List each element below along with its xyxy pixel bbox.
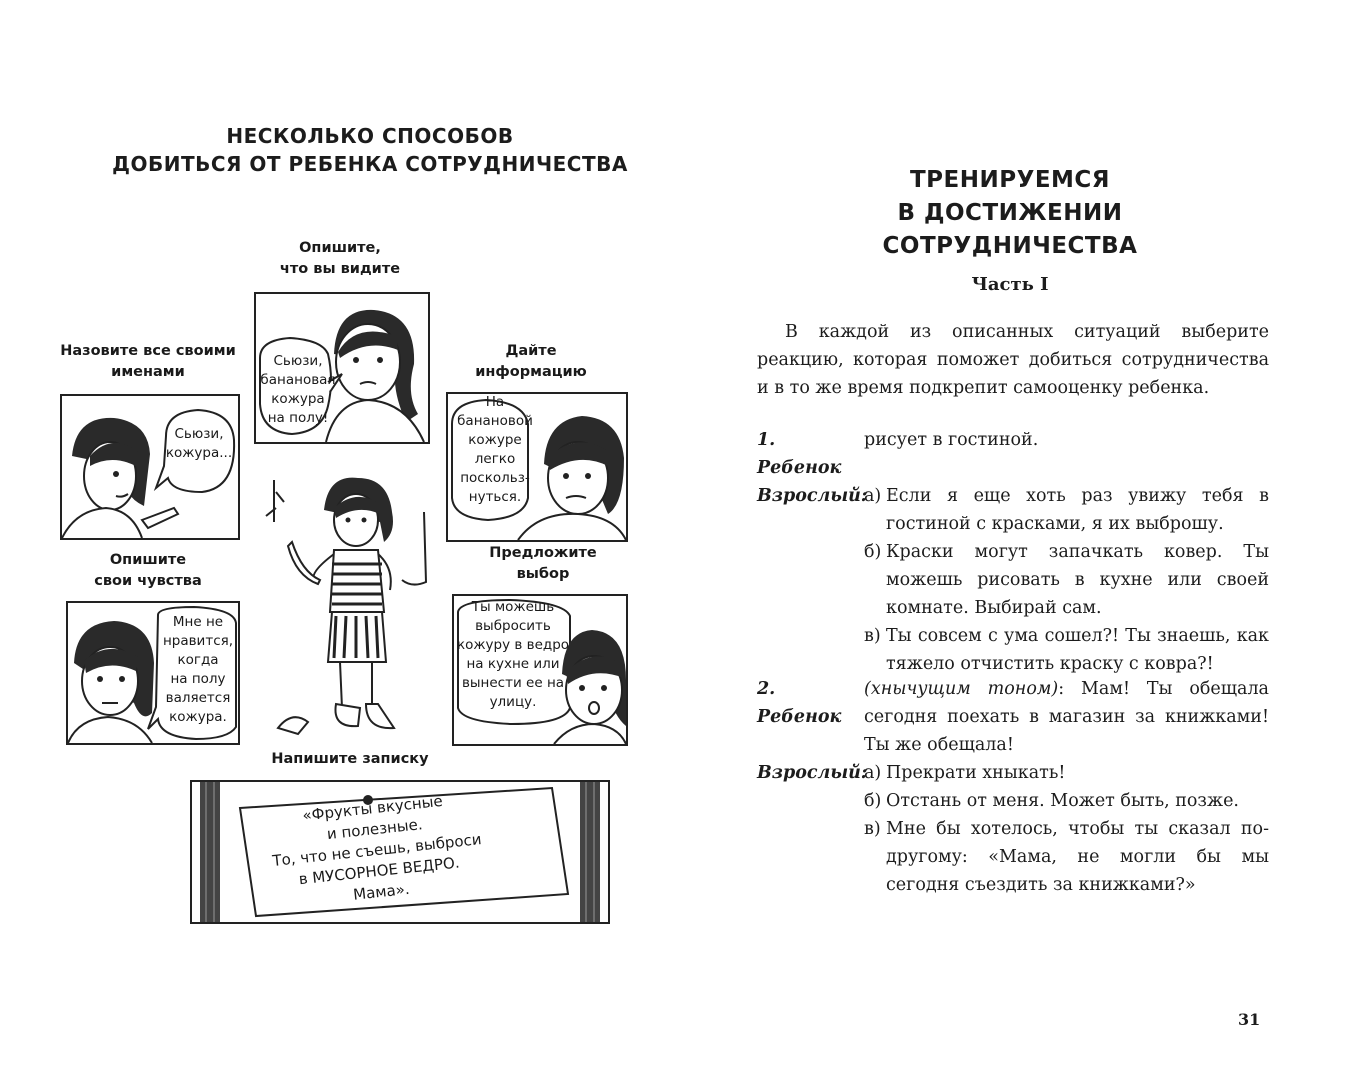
label-name-it-line2: именами [111, 364, 185, 380]
exercise-2-option-a [864, 759, 1269, 787]
label-give-info-line1: Дайте [505, 343, 557, 359]
right-page-title [770, 164, 1250, 263]
exercise-2-option-c [864, 815, 1269, 899]
page-number: 31 [1238, 1010, 1261, 1029]
option-letter: а) [864, 763, 882, 783]
label-write-note: Напишите записку [271, 751, 429, 767]
label-give-info [446, 341, 616, 383]
exercise-2 [757, 675, 1269, 899]
exercise-2-adult-label: Взрослый: [757, 763, 868, 783]
exercise-1-child-line [757, 426, 1269, 482]
option-letter: б) [864, 791, 882, 811]
label-describe-feelings [68, 550, 228, 592]
label-describe-feelings-line2: свои чувства [94, 573, 202, 589]
exercise-2-adult-line [757, 759, 1269, 787]
girl-with-banana-illustration [262, 472, 442, 742]
label-give-info-line2: информацию [475, 364, 587, 380]
exercise-1-child-text: рисует в гостиной. [864, 430, 1039, 450]
exercise-2-child-tone: (хнычущим тоном) [864, 679, 1059, 699]
left-title-line1: НЕСКОЛЬКО СПОСОБОВ [226, 124, 514, 148]
option-text: Краски могут запачкать ковер. Ты можешь рисовать в кухне или своей комнате. Выбирай сам. [886, 542, 1269, 618]
bubble-describe-feelings: Мне не нравится, когда на полу валяется кожура. [162, 614, 234, 725]
exercise-1-option-b [864, 538, 1269, 622]
left-title-line2: ДОБИТЬСЯ ОТ РЕБЕНКА СОТРУДНИЧЕСТВА [112, 152, 628, 176]
exercise-1-option-a [864, 482, 1269, 538]
exercise-2-child-label: 2. Ребенок [757, 679, 842, 727]
exercise-1-option-c [864, 622, 1269, 678]
option-text: Отстань от меня. Может быть, позже. [886, 791, 1239, 811]
bubble-describe-seen: Сьюзи, банановая кожура на полу! [260, 353, 336, 426]
option-letter: в) [864, 626, 881, 646]
panel-name-it [60, 394, 240, 540]
label-offer-choice-line1: Предложите [489, 545, 597, 561]
exercise-2-child-line [757, 675, 1269, 759]
label-name-it-line1: Назовите все своими [60, 343, 236, 359]
label-describe-feelings-line1: Опишите [109, 552, 187, 568]
option-letter: б) [864, 542, 882, 562]
bubble-give-info: На банановой кожуре легко поскольз- нуться. [457, 394, 533, 505]
label-offer-choice-line2: выбор [516, 566, 570, 582]
option-text: Мне бы хотелось, чтобы ты сказал по-другому: «Мама, не могли бы мы сегодня съездить за книжками?» [886, 819, 1269, 895]
option-letter: а) [864, 486, 882, 506]
right-title-line1: ТРЕНИРУЕМСЯ [909, 167, 1111, 193]
label-describe-seen [250, 238, 430, 280]
label-describe-seen-line1: Опишите, [299, 240, 381, 256]
intro-paragraph: В каждой из описанных ситуаций выберите реакцию, которая поможет добиться сотрудничества и в то же время подкрепит самооценку ребенка. [757, 322, 1269, 398]
right-title-line2: В ДОСТИЖЕНИИ СОТРУДНИЧЕСТВА [882, 200, 1138, 259]
option-letter: в) [864, 819, 881, 839]
option-text: Если я еще хоть раз увижу тебя в гостиной с красками, я их выброшу. [886, 486, 1269, 534]
exercise-1-adult-label: Взрослый: [757, 486, 868, 506]
label-offer-choice [468, 543, 618, 585]
option-text: Ты совсем с ума сошел?! Ты знаешь, как тяжело отчистить краску с ковра?! [886, 626, 1269, 674]
note-text: «Фрукты вкусные и полезные. То, что не съешь, выброси в МУСОРНОЕ ВЕДРО. Мама». [271, 791, 483, 904]
option-text: Прекрати хныкать! [886, 763, 1066, 783]
bubble-offer-choice: Ты можешь выбросить кожуру в ведро на кухне или вынести ее на улицу. [456, 599, 570, 710]
exercise-1-adult-line [757, 482, 1269, 538]
mother-pointing-illustration [62, 396, 238, 538]
exercise-1-child-label: 1. Ребенок [757, 430, 842, 478]
label-describe-seen-line2: что вы видите [279, 261, 401, 277]
label-name-it [48, 341, 248, 383]
exercise-1 [757, 426, 1269, 678]
left-page-title [110, 122, 630, 178]
exercise-2-child-paragraph [864, 675, 1269, 759]
part-heading: Часть I [971, 274, 1049, 295]
exercise-2-option-b [864, 787, 1269, 815]
exercise-2-child-text: : Мам! Ты обещала сегодня поехать в магазин за книжками! Ты же обещала! [864, 679, 1269, 755]
bubble-name-it: Сьюзи, кожура... [165, 426, 233, 461]
